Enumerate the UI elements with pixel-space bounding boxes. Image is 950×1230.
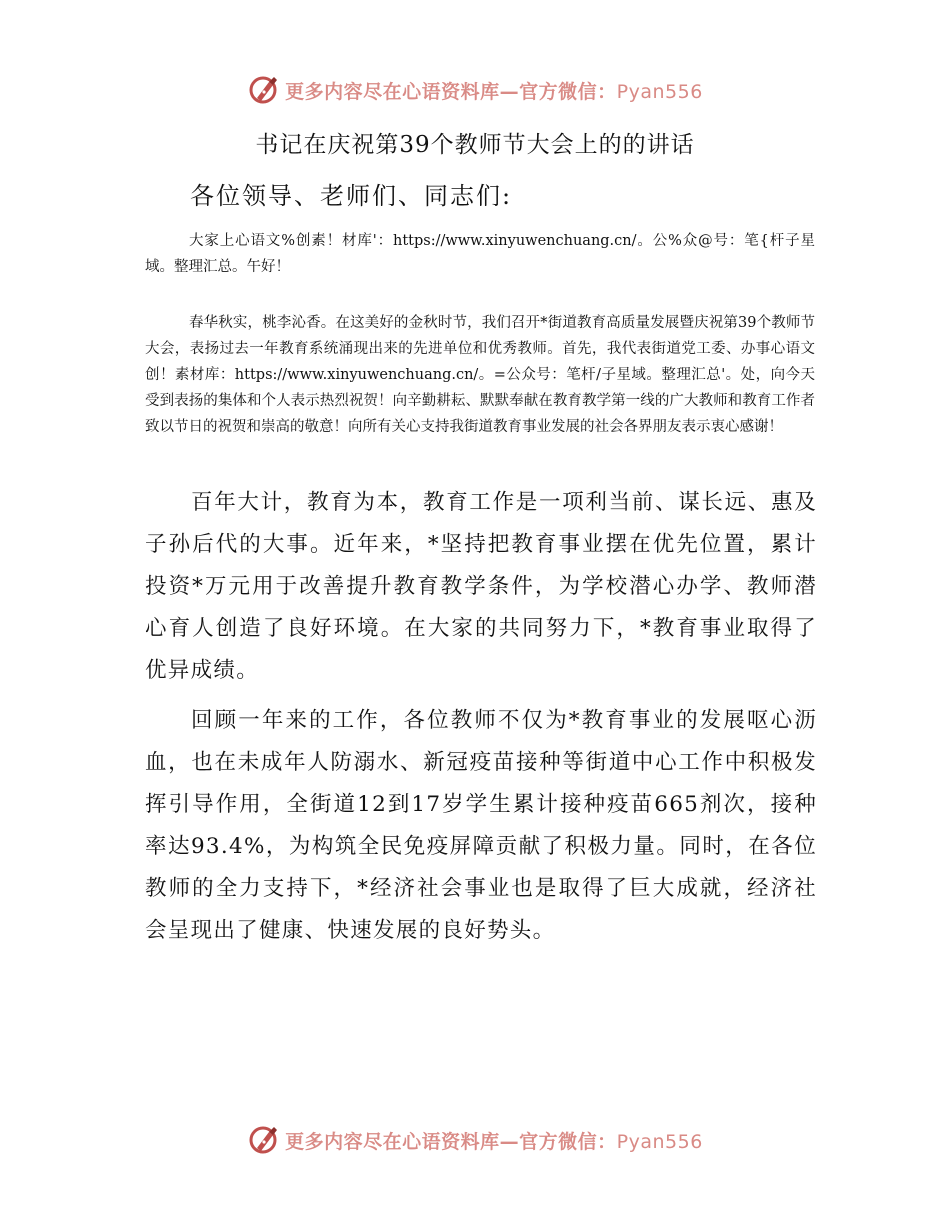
pen-nib-logo-icon — [247, 73, 281, 107]
paragraph-2: 春华秋实，桃李沁香。在这美好的金秋时节，我们召开*街道教育高质量发展暨庆祝第39个教师节大会，表扬过去一年教育系统涌现出来的先进单位和优秀教师。首先，我代表街道党工委、办事心语文创！素材库：https://www.xinyuwenchuang.cn/。=公众号：笔杆/子星域。整理汇总'。处，向今天受到表扬的集体和个人表示热烈祝贺！向辛勤耕耘、默默奉献在教育教学第一线的广大教师和教育工作者致以节日的祝贺和崇高的敬意！向所有关心支持我街道教育事业发展的社会各界朋友表示衷心感谢！ — [145, 315, 815, 435]
paragraph-3: 百年大计，教育为本，教育工作是一项利当前、谋长远、惠及子孙后代的大事。近年来，*坚持把教育事业摆在优先位置，累计投资*万元用于改善提升教育教学条件，为学校潜心办学、教师潜心育人创造了良好环境。在大家的共同努力下，*教育事业取得了优异成绩。 — [145, 490, 817, 683]
document-title: 书记在庆祝第39个教师节大会上的的讲话 — [255, 132, 695, 158]
footer-banner — [0, 1120, 950, 1160]
banner-text: 更多内容尽在心语资料库—官方微信：Pyan556 — [285, 80, 703, 103]
paragraph-4: 回顾一年来的工作，各位教师不仅为*教育事业的发展呕心沥血，也在未成年人防溺水、新冠疫苗接种等街道中心工作中积极发挥引导作用，全街道12到17岁学生累计接种疫苗665剂次，接种率达93.4%，为构筑全民免疫屏障贡献了积极力量。同时，在各位教师的全力支持下，*经济社会事业也是取得了巨大成就，经济社会呈现出了健康、快速发展的良好势头。 — [145, 708, 817, 943]
greeting: 各位领导、老师们、同志们: — [190, 182, 513, 210]
paragraph-1: 大家上心语文%创素！材库'：https://www.xinyuwenchuang.cn/。公%众@号：笔{杆子星域。整理汇总。午好！ — [145, 233, 815, 275]
pen-nib-logo-icon — [247, 1123, 281, 1157]
header-banner — [0, 70, 950, 110]
banner-text: 更多内容尽在心语资料库—官方微信：Pyan556 — [285, 1130, 703, 1153]
